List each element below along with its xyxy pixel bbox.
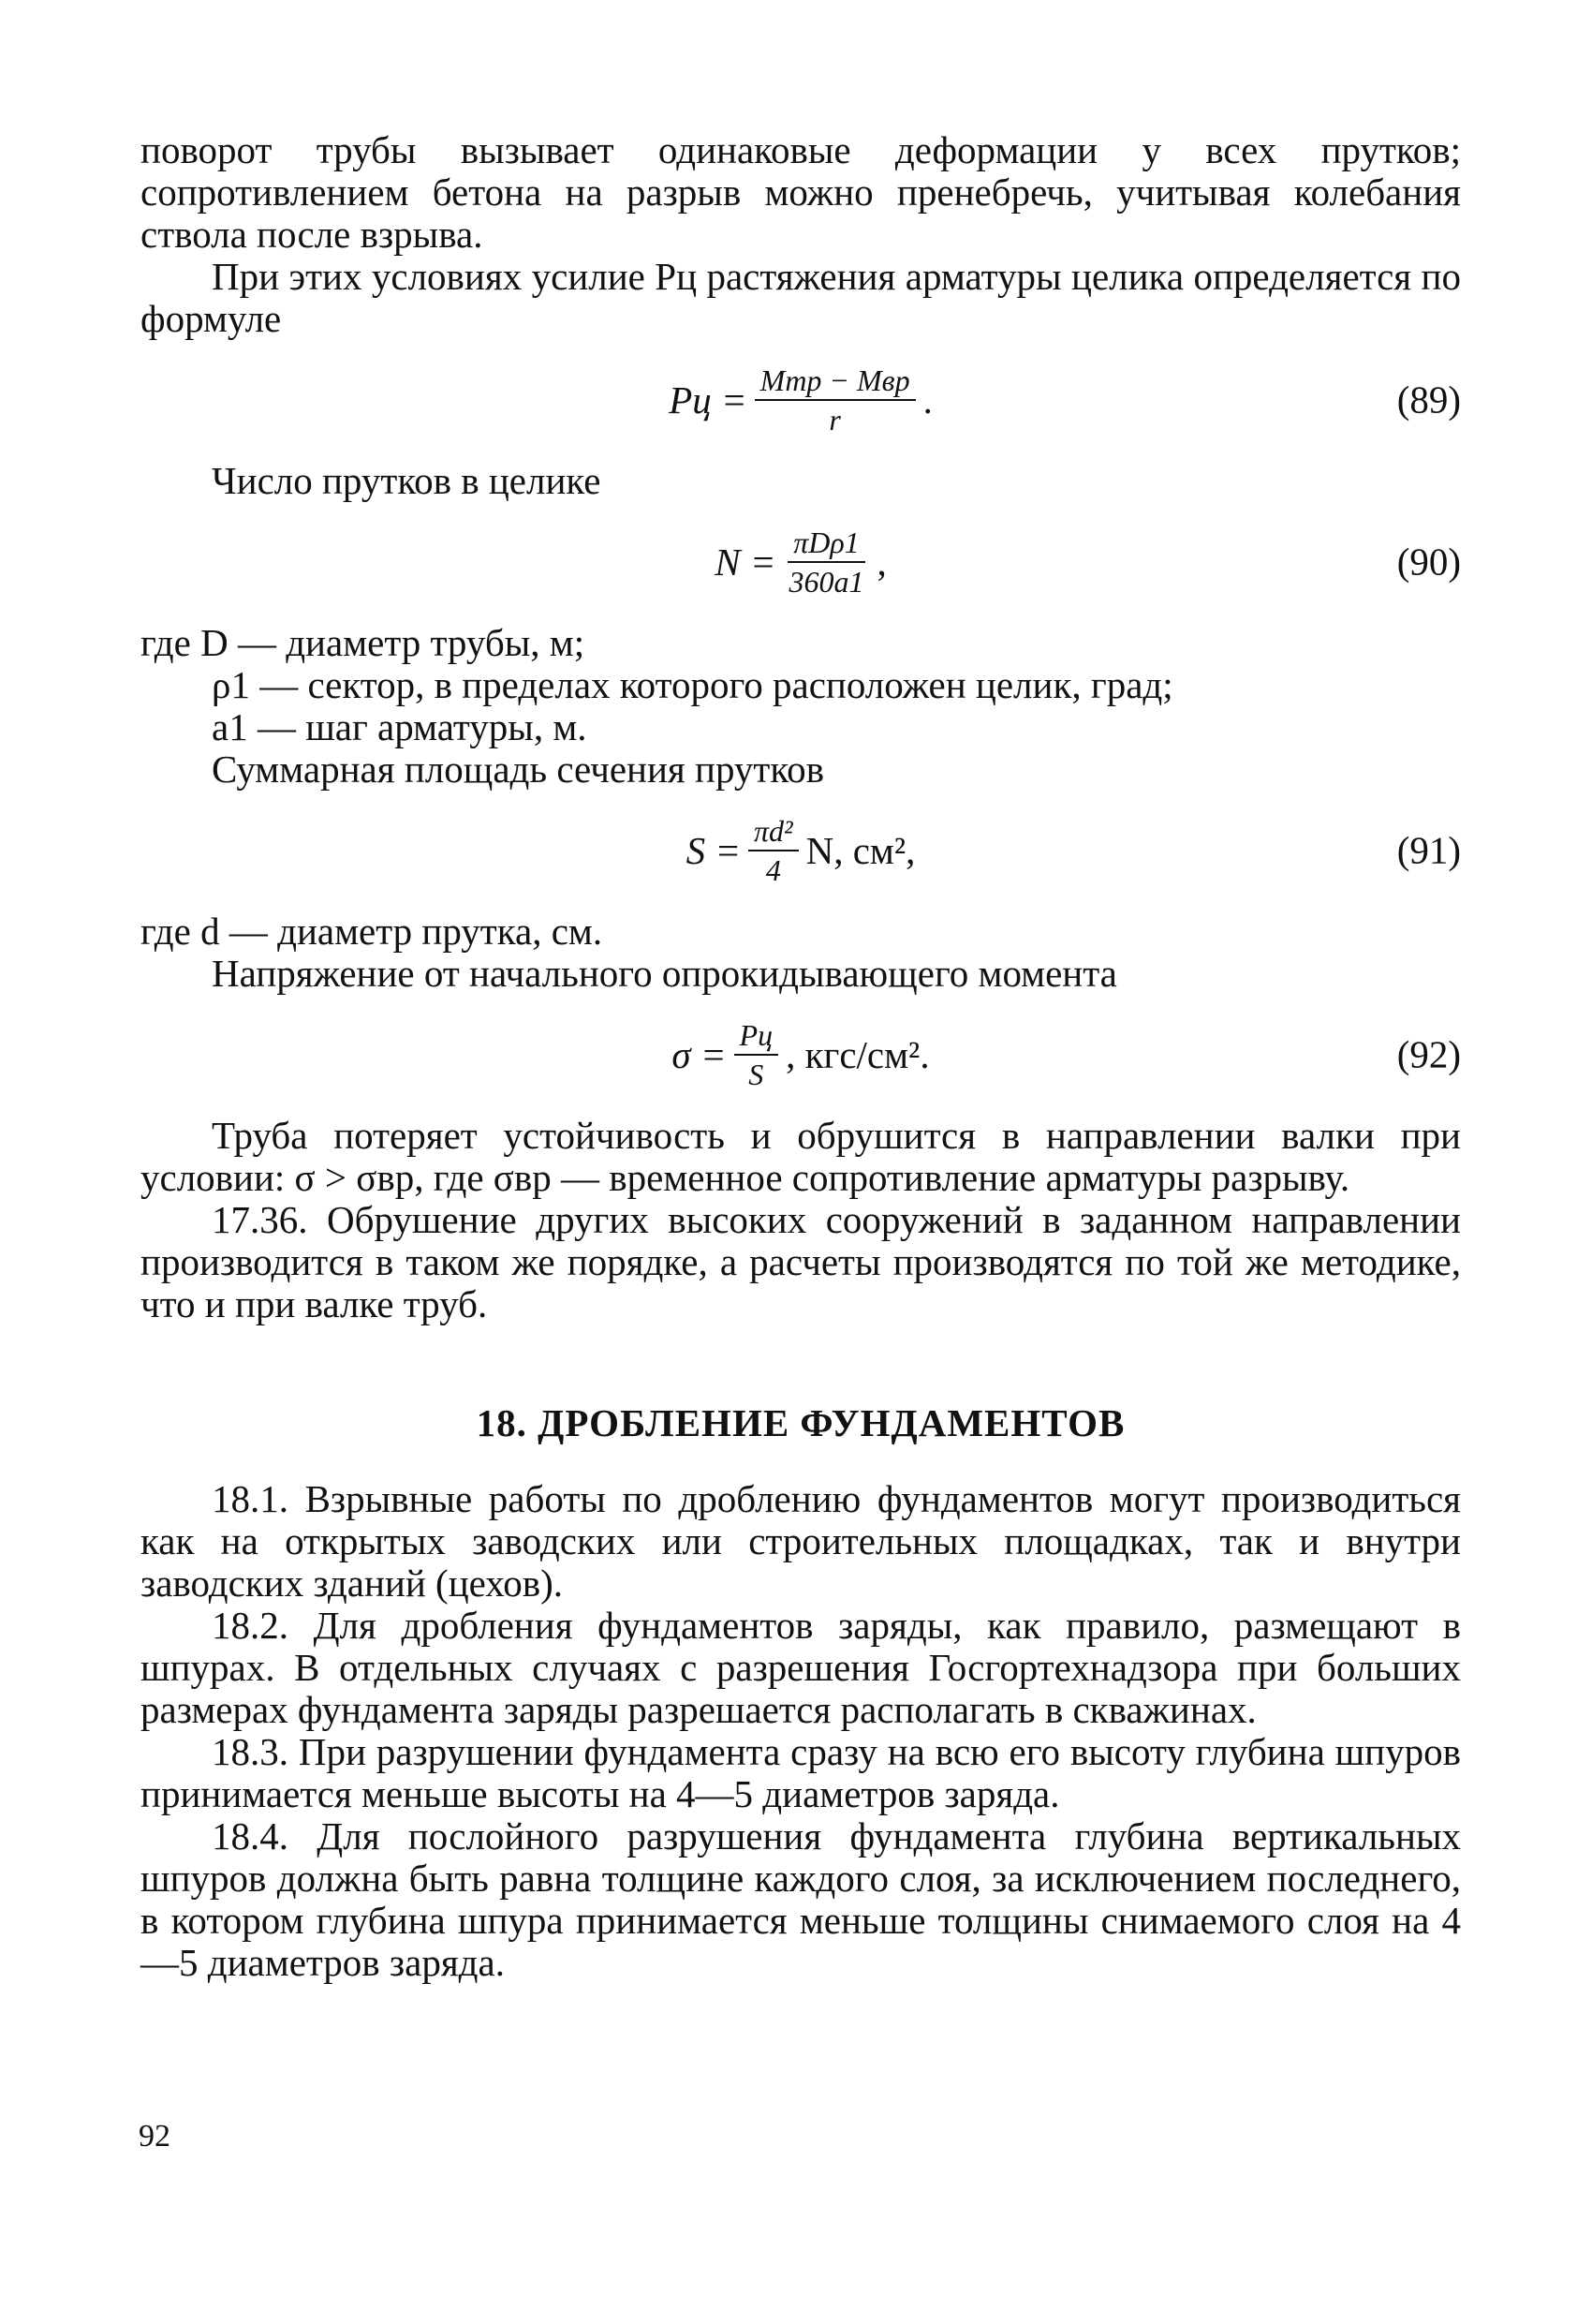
equation-89	[140, 355, 1461, 445]
equation-90	[140, 517, 1461, 607]
equation-89-lhs: Pц =	[669, 377, 747, 422]
equation-91-number: (91)	[1396, 828, 1461, 872]
where-line: ρ1 — сектор, в пределах которого расположен целик, град;	[212, 663, 1173, 706]
equation-89-fraction	[755, 363, 916, 437]
section-item: 18.1. Взрывные работы по дроблению фундаментов могут производиться как на открытых заводских или строительных площадках, так и внутри заводских зданий (цехов).	[140, 1477, 1461, 1605]
equation-92	[140, 1010, 1461, 1100]
equation-92-numerator: Pц	[734, 1018, 779, 1056]
equation-89-formula	[140, 355, 1461, 445]
equation-89-number: (89)	[1396, 377, 1461, 422]
equation-91-denominator: 4	[765, 853, 781, 887]
equation-90-number: (90)	[1396, 540, 1461, 584]
equation-92-formula	[140, 1010, 1461, 1100]
equation-90-numerator: πDρ1	[788, 525, 865, 563]
where-line: где D — диаметр трубы, м;	[140, 621, 585, 664]
equation-91-tail: N, см²,	[805, 828, 916, 872]
where-line: a1 — шаг арматуры, м.	[212, 705, 587, 748]
equation-91	[140, 806, 1461, 896]
equation-90-lhs: N =	[715, 540, 776, 584]
section-item: 18.3. При разрушении фундамента сразу на всю его высоту глубина шпуров принимается меньше высоты на 4—5 диаметров заряда.	[140, 1730, 1461, 1815]
page-content	[140, 129, 1461, 1984]
equation-90-tail: ,	[877, 540, 887, 584]
equation-91-formula	[140, 806, 1461, 896]
equation-92-tail: , кгс/см².	[786, 1032, 930, 1076]
equation-92-number: (92)	[1396, 1032, 1461, 1076]
paragraph-17-36: 17.36. Обрушение других высоких сооружений в заданном направлении производится в таком же порядке, а расчеты производятся по той же методике, что и при валке труб.	[140, 1198, 1461, 1325]
equation-92-denominator: S	[748, 1058, 764, 1091]
paragraph-stress: Напряжение от начального опрокидывающего момента	[212, 952, 1117, 995]
page-number: 92	[139, 2119, 170, 2154]
where-list-90	[140, 622, 1461, 748]
equation-89-denominator: r	[829, 403, 841, 437]
equation-92-fraction	[734, 1018, 779, 1091]
paragraph-rods-count: Число прутков в целике	[212, 459, 601, 502]
equation-89-numerator: Mтр − Mвр	[755, 363, 916, 401]
equation-90-denominator: 360a1	[789, 565, 864, 599]
equation-90-formula	[140, 517, 1461, 607]
equation-91-fraction	[748, 814, 799, 887]
equation-91-lhs: S =	[685, 828, 741, 872]
paragraph-stability: Труба потеряет устойчивость и обрушится в направлении валки при условии: σ > σвр, где σвр — временное сопротивление арматуры разрыву.	[140, 1114, 1461, 1199]
section-heading: 18. ДРОБЛЕНИЕ ФУНДАМЕНТОВ	[476, 1401, 1126, 1444]
section-item: 18.2. Для дробления фундаментов заряды, как правило, размещают в шпурах. В отдельных случаях с разрешения Госгортехнадзора при больших размерах фундамента заряды разрешается располагать в скважинах.	[140, 1604, 1461, 1731]
equation-91-numerator: πd²	[748, 814, 799, 851]
equation-89-tail: .	[922, 377, 933, 422]
section-item: 18.4. Для послойного разрушения фундамента глубина вертикальных шпуров должна быть равна толщине каждого слоя, за исключением последнего, в котором глубина шпура принимается меньше толщины снимаемого слоя на 4—5 диаметров заряда.	[140, 1814, 1461, 1984]
paragraph-area: Суммарная площадь сечения прутков	[212, 748, 825, 791]
equation-92-lhs: σ =	[671, 1032, 727, 1076]
equation-90-fraction	[784, 525, 870, 599]
where-line: где d — диаметр прутка, см.	[140, 910, 603, 953]
paragraph-continuation: поворот трубы вызывает одинаковые деформации у всех прутков; сопротивлением бетона на разрыв можно пренебречь, учитывая колебания ствола после взрыва.	[140, 128, 1461, 256]
paragraph-force-intro: При этих условиях усилие Pц растяжения арматуры целика определяется по формуле	[140, 255, 1461, 340]
